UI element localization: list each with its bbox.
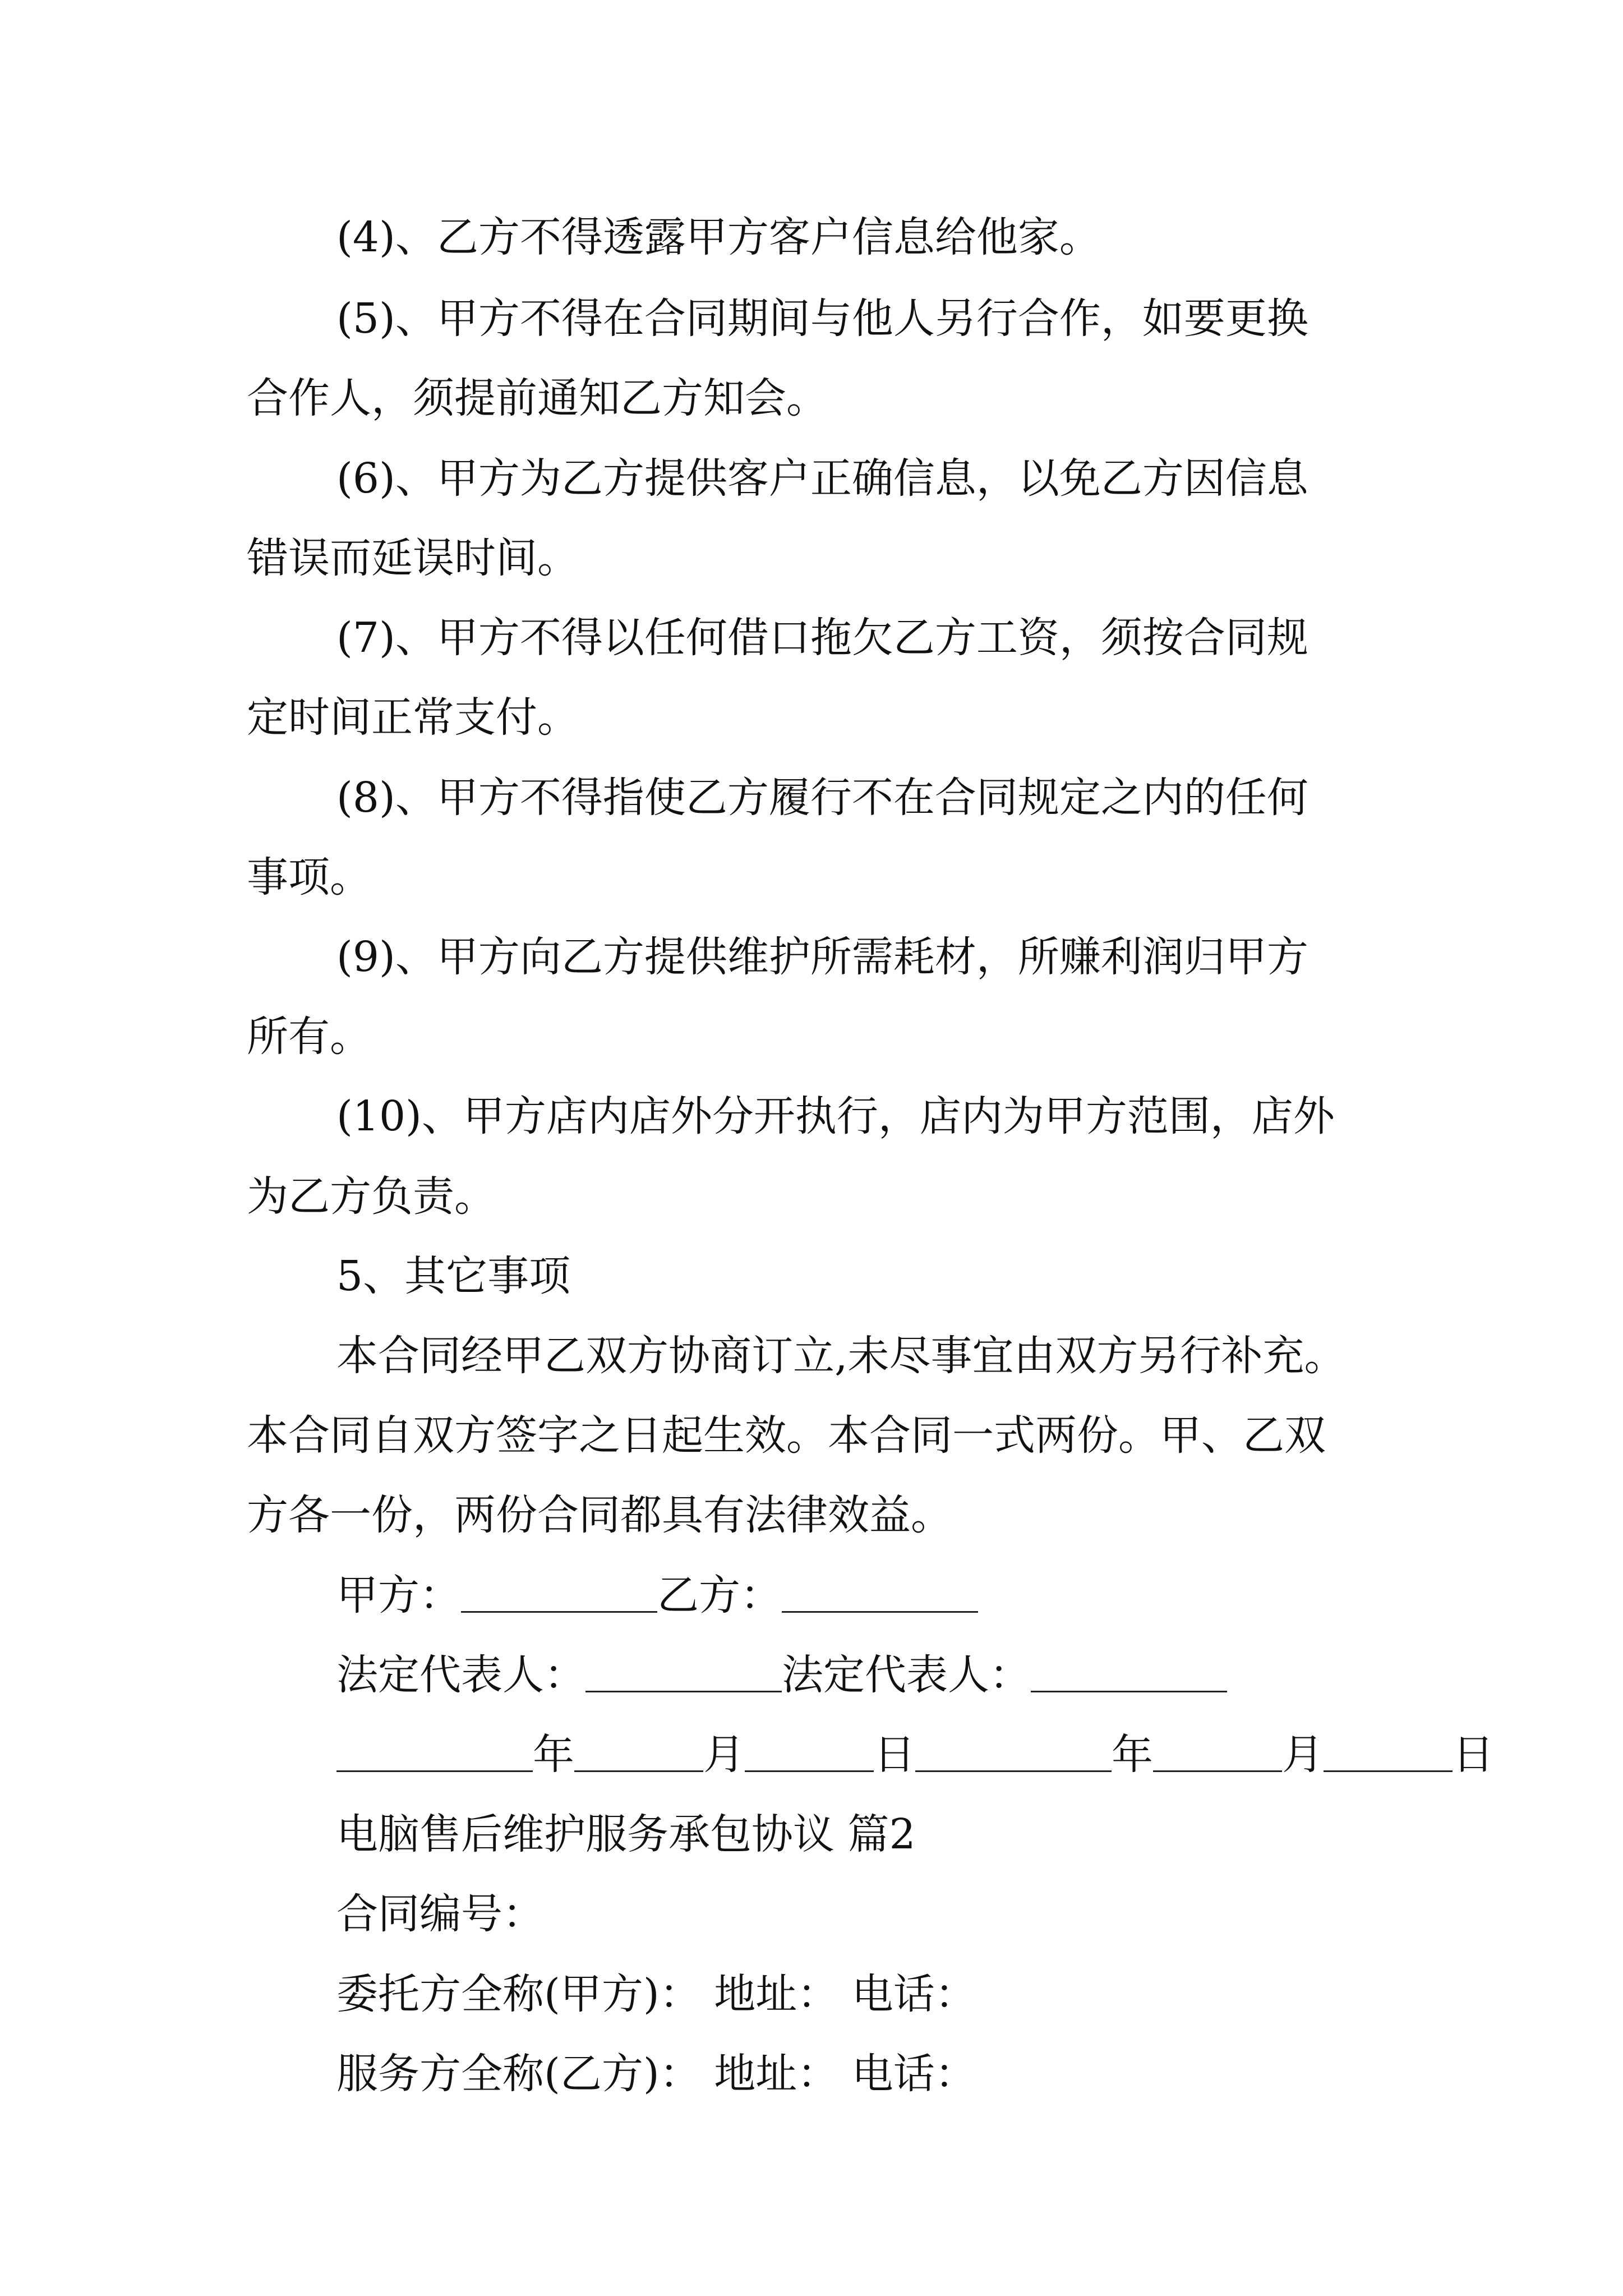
date-a-day-label: 日 bbox=[874, 1731, 915, 1779]
section-5-body-line-3: 方各一份，两份合同都具有法律效益。 bbox=[247, 1491, 952, 1539]
clause-5-line-1: (5)、甲方不得在合同期间与他人另行合作，如要更换 bbox=[336, 295, 1308, 343]
date-b-month-blank[interactable] bbox=[1153, 1731, 1282, 1772]
date-a-day-blank[interactable] bbox=[745, 1731, 874, 1772]
date-a-month-blank[interactable] bbox=[574, 1731, 703, 1772]
date-b-day-label: 日 bbox=[1453, 1731, 1494, 1779]
party-b-blank[interactable] bbox=[782, 1572, 978, 1613]
clause-7-line-2: 定时间正常支付。 bbox=[247, 693, 579, 742]
legal-rep-a-label: 法定代表人： bbox=[336, 1651, 585, 1699]
clause-10-line-2: 为乙方负责。 bbox=[247, 1172, 496, 1221]
section-5-title: 5、其它事项 bbox=[336, 1252, 571, 1300]
legal-rep-b-blank[interactable] bbox=[1031, 1651, 1227, 1692]
contract-number-label: 合同编号： bbox=[336, 1890, 544, 1938]
party-a-label: 甲方： bbox=[336, 1571, 461, 1619]
date-b-year-blank[interactable] bbox=[915, 1731, 1112, 1772]
clause-8-line-2: 事项。 bbox=[247, 853, 371, 901]
clause-7-line-1: (7)、甲方不得以任何借口拖欠乙方工资，须按合同规 bbox=[336, 614, 1308, 662]
clause-10-line-1: (10)、甲方店内店外分开执行，店内为甲方范围，店外 bbox=[336, 1092, 1335, 1140]
section-5-body-line-1: 本合同经甲乙双方协商订立,未尽事宜由双方另行补充。 bbox=[336, 1332, 1346, 1380]
article-2-title: 电脑售后维护服务承包协议 篇2 bbox=[336, 1810, 916, 1858]
date-a-year-label: 年 bbox=[533, 1731, 574, 1779]
date-a-year-blank[interactable] bbox=[336, 1731, 533, 1772]
date-b-day-blank[interactable] bbox=[1324, 1731, 1453, 1772]
clause-9-line-2: 所有。 bbox=[247, 1013, 371, 1061]
signature-date-line bbox=[336, 1728, 1494, 1782]
clause-5-line-2: 合作人，须提前通知乙方知会。 bbox=[247, 374, 828, 422]
clause-6-line-2: 错误而延误时间。 bbox=[247, 534, 579, 582]
clause-9-line-1: (9)、甲方向乙方提供维护所需耗材，所赚利润归甲方 bbox=[336, 933, 1308, 981]
provider-info-line: 服务方全称(乙方)： 地址： 电话： bbox=[336, 2050, 976, 2098]
clause-4-line-1: (4)、乙方不得透露甲方客户信息给他家。 bbox=[336, 213, 1101, 261]
legal-rep-a-blank[interactable] bbox=[585, 1651, 782, 1692]
legal-rep-b-label: 法定代表人： bbox=[782, 1651, 1031, 1699]
signature-party-line bbox=[336, 1568, 1481, 1622]
date-a-month-label: 月 bbox=[703, 1731, 745, 1779]
section-5-body-line-2: 本合同自双方签字之日起生效。本合同一式两份。甲、乙双 bbox=[247, 1411, 1326, 1460]
party-b-label: 乙方： bbox=[657, 1571, 782, 1619]
signature-legal-rep-line bbox=[336, 1648, 1481, 1702]
client-info-line: 委托方全称(甲方)： 地址： 电话： bbox=[336, 1970, 976, 2018]
party-a-blank[interactable] bbox=[461, 1572, 657, 1613]
clause-8-line-1: (8)、甲方不得指使乙方履行不在合同规定之内的任何 bbox=[336, 774, 1308, 822]
clause-6-line-1: (6)、甲方为乙方提供客户正确信息，以免乙方因信息 bbox=[336, 454, 1308, 503]
date-b-month-label: 月 bbox=[1282, 1731, 1324, 1779]
date-b-year-label: 年 bbox=[1112, 1731, 1153, 1779]
